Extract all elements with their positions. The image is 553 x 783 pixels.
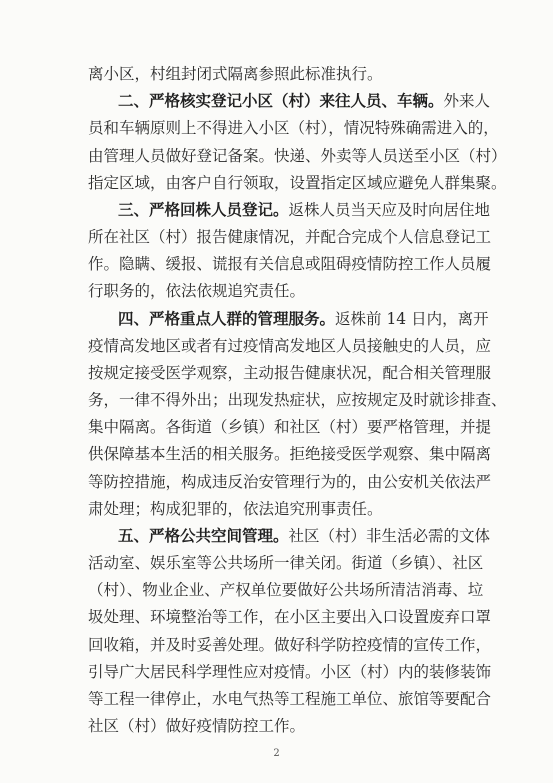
line-text: 员和车辆原则上不得进入小区（村），情况特殊确需进入的， (88, 119, 499, 137)
paragraph-line (88, 146, 507, 166)
paragraph-line (88, 254, 492, 274)
paragraph-line (88, 472, 492, 492)
paragraph-line (118, 309, 489, 329)
section-heading: 二、严格核实登记小区（村）来往人员、车辆。 (118, 91, 444, 110)
line-text: 外来人 (443, 92, 491, 110)
line-text: 离小区，村组封闭式隔离参照此标准执行。 (88, 65, 383, 83)
paragraph-line (88, 607, 492, 627)
line-text: 供保障基本生活的相关服务。拒绝接受医学观察、集中隔离 (88, 445, 492, 463)
section-heading: 三、严格回株人员登记。 (118, 200, 289, 219)
line-text: 疫情高发地区或者有过疫情高发地区人员接触史的人员，应 (88, 337, 492, 355)
line-text: 肃处理；构成犯罪的，依法追究刑事责任。 (88, 500, 383, 518)
line-text: 由管理人员做好登记备案。快递、外卖等人员送至小区（村） (88, 147, 507, 165)
line-text: 回收箱，并及时妥善处理。做好科学防控疫情的宣传工作， (88, 636, 492, 654)
paragraph-line (88, 336, 492, 356)
paragraph-line (88, 118, 499, 138)
line-text: 等工程一律停止，水电气热等工程施工单位、旅馆等要配合 (88, 690, 492, 708)
page-number: 2 (273, 748, 280, 759)
paragraph-line (88, 553, 484, 573)
line-text: 集中隔离。各街道（乡镇）和社区（村）要严格管理，并提 (88, 418, 492, 436)
paragraph-line (88, 716, 472, 736)
paragraph-line (118, 526, 491, 546)
line-text: 社区（村）做好疫情防控工作。 (88, 717, 306, 735)
paragraph-line (88, 444, 492, 464)
paragraph-line (88, 580, 484, 600)
line-text: 等防控措施，构成违反治安管理行为的，由公安机关依法严 (88, 473, 492, 491)
line-text: 圾处理、环境整治等工作，在小区主要出入口设置废弃口罩 (88, 608, 492, 626)
line-text: 作。隐瞒、缓报、谎报有关信息或阻碍疫情防控工作人员履 (88, 255, 492, 273)
line-text: 务，一律不得外出；出现发热症状，应按规定及时就诊排查、 (88, 391, 507, 409)
paragraph-line (88, 499, 472, 519)
line-text: 指定区域，由客户自行领取，设置指定区域应避免人群集聚。 (88, 174, 507, 192)
paragraph-line (88, 689, 492, 709)
paragraph-line (88, 417, 492, 437)
line-text: 活动室、娱乐室等公共场所一律关闭。街道（乡镇）、社区 (88, 554, 484, 572)
paragraph-line (88, 662, 492, 682)
line-text: 行职务的，依法依规追究责任。 (88, 282, 306, 300)
section-heading: 四、严格重点人群的管理服务。 (118, 309, 336, 328)
paragraph-line (88, 363, 492, 383)
section-heading: 五、严格公共空间管理。 (118, 526, 289, 545)
line-text: 所在社区（村）报告健康情况，并配合完成个人信息登记工 (88, 228, 492, 246)
paragraph-line (88, 173, 507, 193)
paragraph-line (118, 200, 491, 220)
paragraph-line (88, 390, 507, 410)
line-text: 返株前 14 日内，离开 (335, 310, 489, 328)
line-text: 按规定接受医学观察，主动报告健康状况，配合相关管理服 (88, 364, 492, 382)
paragraph-line (88, 227, 492, 247)
line-text: （村）、物业企业、产权单位要做好公共场所清洁消毒、垃 (88, 581, 484, 599)
line-text: 引导广大居民科学理性应对疫情。小区（村）内的装修装饰 (88, 663, 492, 681)
paragraph-line (88, 635, 492, 655)
line-text: 返株人员当天应及时向居住地 (288, 201, 491, 219)
line-text: 社区（村）非生活必需的文体 (288, 527, 491, 545)
paragraph-line (118, 91, 491, 111)
paragraph-line (88, 64, 472, 84)
paragraph-line (88, 281, 472, 301)
